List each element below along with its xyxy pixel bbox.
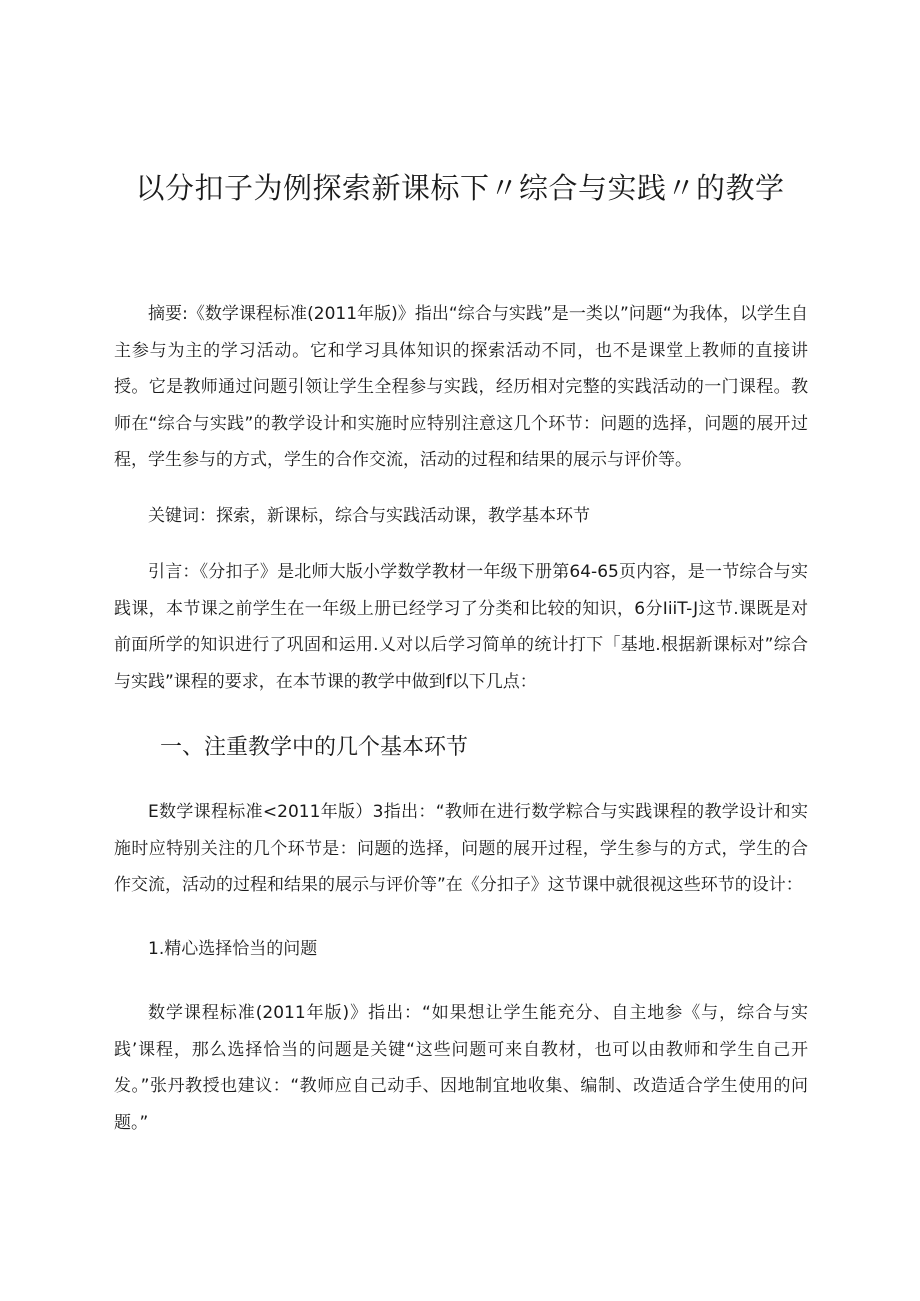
introduction-paragraph: 引言：《分扣子》是北师大版小学数学教材一年级下册第64-65页内容，是一节综合与实践课，本节课之前学生在一年级上册已经学习了分类和比较的知识，6分IiiT-J这节.课既是对前面所学的知识进行了巩固和运用.乂对以后学习简单的统计打下「基地.根据新课标对”综合与实践”课程的要求，在本节课的教学中做到f以下几点： [114, 562, 808, 692]
keywords-line: 关键词：探索，新课标，综合与实践活动课，教学基本环节 [148, 506, 590, 526]
section-1-paragraph: E数学课程标准<2011年版）3指出：“教师在进行数学粽合与实践课程的教学设计和实施时应特别关注的几个环节是：问题的选择，问题的展开过程，学生参与的方式，学生的合作交流，活动的过程和结果的展示与评价等”在《分扣子》这节课中就很视这些环节的设计： [114, 802, 808, 895]
subsection-heading-1-1: 1.精心选择恰当的问题 [148, 939, 318, 959]
abstract-paragraph: 摘要:《数学课程标准(2011年版)》指出“综合与实践”是一类以”问题“为我体，以学生自主参与为主的学习活动。它和学习具体知识的探索活动不同，也不是课堂上教师的直接讲授。它是教师通过问题引领让学生全程参与实践，经历相对完整的实践活动的一门课程。教师在“综合与实践”的教学设计和实施时应特别注意这几个环节：问题的选择，问题的展开过程，学生参与的方式，学生的合作交流，活动的过程和结果的展示与评价等。 [114, 304, 808, 470]
subsection-1-1-paragraph: 数学课程标准(2011年版)》指出：“如果想让学生能充分、自主地参《与，综合与实践’课程，那么选择恰当的问题是关键“这些问题可来自教材，也可以由教师和学生自己开发。”张丹教授也建议：“教师应自己动手、因地制宜地收集、编制、改造适合学生使用的问题。” [114, 1003, 808, 1133]
section-heading-1: 一、注重教学中的几个基本环节 [160, 735, 469, 760]
document-title: 以分扣子为例探索新课标下〃综合与实践〃的教学 [135, 171, 785, 205]
